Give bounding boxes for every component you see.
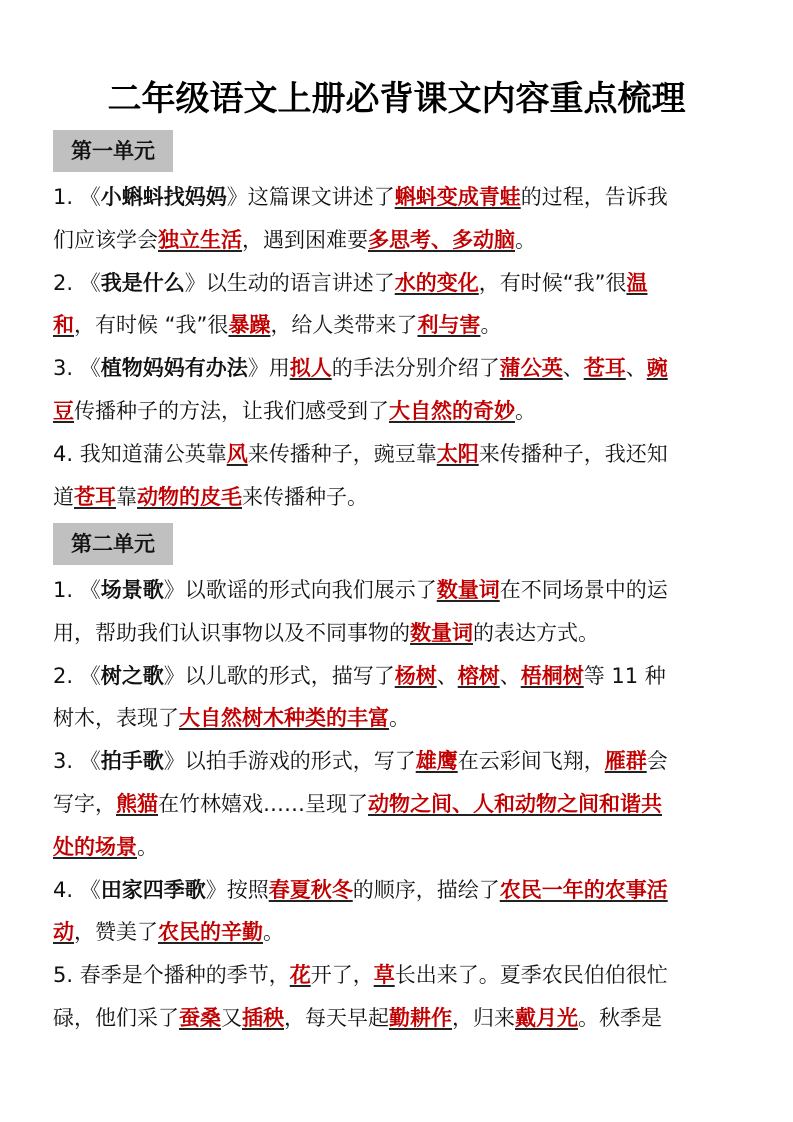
keyword-highlight: 豌 bbox=[646, 356, 668, 381]
keyword-highlight: 蒲公英 bbox=[499, 356, 563, 381]
text-segment: 2. 《 bbox=[53, 270, 101, 295]
text-segment: 》以拍手游戏的形式，写了 bbox=[163, 749, 416, 774]
text-line bbox=[53, 267, 743, 299]
lesson-title: 小蝌蚪找妈妈 bbox=[100, 185, 227, 209]
text-line bbox=[53, 617, 743, 649]
text-segment: 4. 《 bbox=[53, 877, 101, 902]
text-line bbox=[53, 1002, 743, 1034]
text-segment: 的过程，告诉我 bbox=[520, 185, 668, 209]
text-line bbox=[53, 395, 743, 427]
text-segment: ，有时候“我”很 bbox=[478, 270, 627, 295]
text-segment: 靠 bbox=[116, 484, 137, 509]
keyword-highlight: 雁群 bbox=[604, 749, 647, 774]
keyword-highlight: 利与害 bbox=[417, 313, 481, 338]
keyword-highlight: 熊猫 bbox=[116, 792, 158, 816]
text-segment: 》以生动的语言讲述了 bbox=[184, 270, 395, 295]
text-segment: 。 bbox=[263, 920, 284, 945]
text-segment: 》以儿歌的形式，描写了 bbox=[163, 663, 395, 688]
keyword-highlight: 和 bbox=[53, 313, 74, 338]
text-line bbox=[53, 352, 743, 384]
text-line bbox=[53, 916, 743, 948]
text-segment: 3. 《 bbox=[53, 356, 101, 381]
keyword-highlight: 拟人 bbox=[289, 356, 332, 381]
keyword-highlight: 风 bbox=[226, 441, 248, 466]
text-line bbox=[53, 745, 743, 777]
unit-heading-1: 第一单元 bbox=[53, 130, 173, 172]
text-segment: 长出来了。夏季农民伯伯很忙 bbox=[394, 963, 668, 988]
text-segment: 的顺序，描绘了 bbox=[352, 877, 500, 902]
text-segment: 、 bbox=[499, 663, 521, 688]
keyword-highlight: 太阳 bbox=[436, 441, 479, 466]
keyword-highlight: 大自然的奇妙 bbox=[389, 399, 515, 423]
text-segment: 》用 bbox=[247, 356, 290, 381]
lesson-title: 拍手歌 bbox=[100, 749, 164, 774]
keyword-highlight: 雄鹰 bbox=[415, 749, 458, 774]
keyword-highlight: 农民的辛勤 bbox=[158, 920, 263, 945]
keyword-highlight: 独立生活 bbox=[158, 227, 242, 252]
text-segment: 》以歌谣的形式向我们展示了 bbox=[163, 578, 437, 602]
keyword-highlight: 温 bbox=[626, 270, 648, 295]
text-segment: 。秋季是 bbox=[578, 1006, 662, 1030]
text-segment: ，给人类带来了 bbox=[270, 313, 418, 338]
text-segment: 、 bbox=[625, 356, 647, 381]
text-segment: 道 bbox=[53, 484, 74, 509]
keyword-highlight: 梧桐树 bbox=[520, 663, 584, 688]
text-line bbox=[53, 481, 743, 513]
keyword-highlight: 榕树 bbox=[457, 663, 500, 688]
text-segment: 来传播种子，豌豆靠 bbox=[247, 441, 437, 466]
text-segment: 》这篇课文讲述了 bbox=[226, 185, 395, 209]
text-line bbox=[53, 181, 743, 213]
text-line bbox=[53, 438, 743, 470]
keyword-highlight: 大自然树木种类的丰富 bbox=[179, 706, 389, 731]
text-segment: 5. 春季是个播种的季节， bbox=[53, 963, 290, 988]
keyword-highlight: 农民一年的农事活 bbox=[499, 877, 668, 902]
text-segment: 开了， bbox=[310, 963, 374, 988]
text-segment: 2. 《 bbox=[53, 663, 101, 688]
text-line bbox=[53, 788, 743, 820]
text-segment: ，归来 bbox=[452, 1006, 515, 1030]
text-segment: 》按照 bbox=[205, 877, 269, 902]
text-segment: 1. 《 bbox=[53, 185, 101, 209]
keyword-highlight: 蚕桑 bbox=[179, 1006, 221, 1030]
keyword-highlight: 水的变化 bbox=[394, 270, 479, 295]
text-segment: 们应该学会 bbox=[53, 227, 158, 252]
text-segment: 碌，他们采了 bbox=[53, 1006, 179, 1030]
keyword-highlight: 杨树 bbox=[394, 663, 437, 688]
keyword-highlight: 处的场景 bbox=[53, 834, 137, 859]
keyword-highlight: 春夏秋冬 bbox=[268, 877, 353, 902]
lesson-title: 植物妈妈有办法 bbox=[100, 356, 248, 381]
keyword-highlight: 动物的皮毛 bbox=[137, 484, 242, 509]
lesson-title: 我是什么 bbox=[100, 270, 185, 295]
keyword-highlight: 苍耳 bbox=[74, 484, 116, 509]
text-segment: ，有时候 “我”很 bbox=[74, 313, 229, 338]
keyword-highlight: 蝌蚪变成青蛙 bbox=[394, 185, 521, 209]
text-segment: 、 bbox=[436, 663, 458, 688]
text-segment: 。 bbox=[389, 706, 410, 731]
keyword-highlight: 暴躁 bbox=[228, 313, 271, 338]
keyword-highlight: 动 bbox=[53, 920, 74, 945]
text-segment: 来传播种子。 bbox=[242, 484, 368, 509]
text-segment: 1. 《 bbox=[53, 578, 101, 602]
text-segment: 又 bbox=[221, 1006, 242, 1030]
text-line bbox=[53, 702, 743, 734]
text-line bbox=[53, 224, 743, 256]
text-segment: 来传播种子，我还知 bbox=[478, 441, 668, 466]
text-segment: 。 bbox=[515, 227, 536, 252]
text-line bbox=[53, 309, 743, 341]
lesson-title: 树之歌 bbox=[100, 663, 164, 688]
text-segment: 。 bbox=[480, 313, 502, 338]
text-line bbox=[53, 831, 743, 863]
text-line bbox=[53, 874, 743, 906]
text-segment: ，遇到困难要 bbox=[242, 227, 368, 252]
text-segment: 在不同场景中的运 bbox=[499, 578, 668, 602]
keyword-highlight: 动物之间、人和动物之间和谐共 bbox=[368, 792, 662, 816]
keyword-highlight: 插秧 bbox=[242, 1006, 284, 1030]
text-segment: 。 bbox=[515, 399, 536, 423]
keyword-highlight: 戴月光 bbox=[515, 1006, 578, 1030]
text-segment: 在竹林嬉戏……呈现了 bbox=[158, 792, 368, 816]
text-segment: 树木，表现了 bbox=[53, 706, 179, 731]
text-segment: 、 bbox=[562, 356, 584, 381]
unit-heading-2: 第二单元 bbox=[53, 523, 173, 565]
text-segment: 3. 《 bbox=[53, 749, 101, 774]
text-segment: 的手法分别介绍了 bbox=[331, 356, 500, 381]
text-segment: 会 bbox=[646, 749, 668, 774]
text-segment: 写字， bbox=[53, 792, 116, 816]
keyword-highlight: 花 bbox=[289, 963, 311, 988]
text-line bbox=[53, 660, 743, 692]
keyword-highlight: 数量词 bbox=[410, 620, 473, 645]
text-line bbox=[53, 959, 743, 991]
text-segment: ，每天早起 bbox=[284, 1006, 389, 1030]
keyword-highlight: 多思考、多动脑 bbox=[368, 227, 515, 252]
keyword-highlight: 勤耕作 bbox=[389, 1006, 452, 1030]
text-segment: ，赞美了 bbox=[74, 920, 158, 945]
keyword-highlight: 草 bbox=[373, 963, 395, 988]
keyword-highlight: 数量词 bbox=[436, 578, 500, 602]
text-segment: 。 bbox=[137, 834, 158, 859]
text-segment: 传播种子的方法，让我们感受到了 bbox=[74, 399, 389, 423]
text-segment: 4. 我知道蒲公英靠 bbox=[53, 441, 227, 466]
keyword-highlight: 苍耳 bbox=[583, 356, 626, 381]
text-segment: 等 11 种 bbox=[583, 663, 666, 688]
text-line bbox=[53, 574, 743, 606]
page-title: 二年级语文上册必背课文内容重点梳理 bbox=[107, 79, 686, 119]
text-segment: 在云彩间飞翔， bbox=[457, 749, 605, 774]
lesson-title: 田家四季歌 bbox=[100, 877, 206, 902]
text-segment: 用，帮助我们认识事物以及不同事物的 bbox=[53, 620, 410, 645]
lesson-title: 场景歌 bbox=[100, 578, 164, 602]
keyword-highlight: 豆 bbox=[53, 399, 74, 423]
text-segment: 的表达方式。 bbox=[473, 620, 599, 645]
